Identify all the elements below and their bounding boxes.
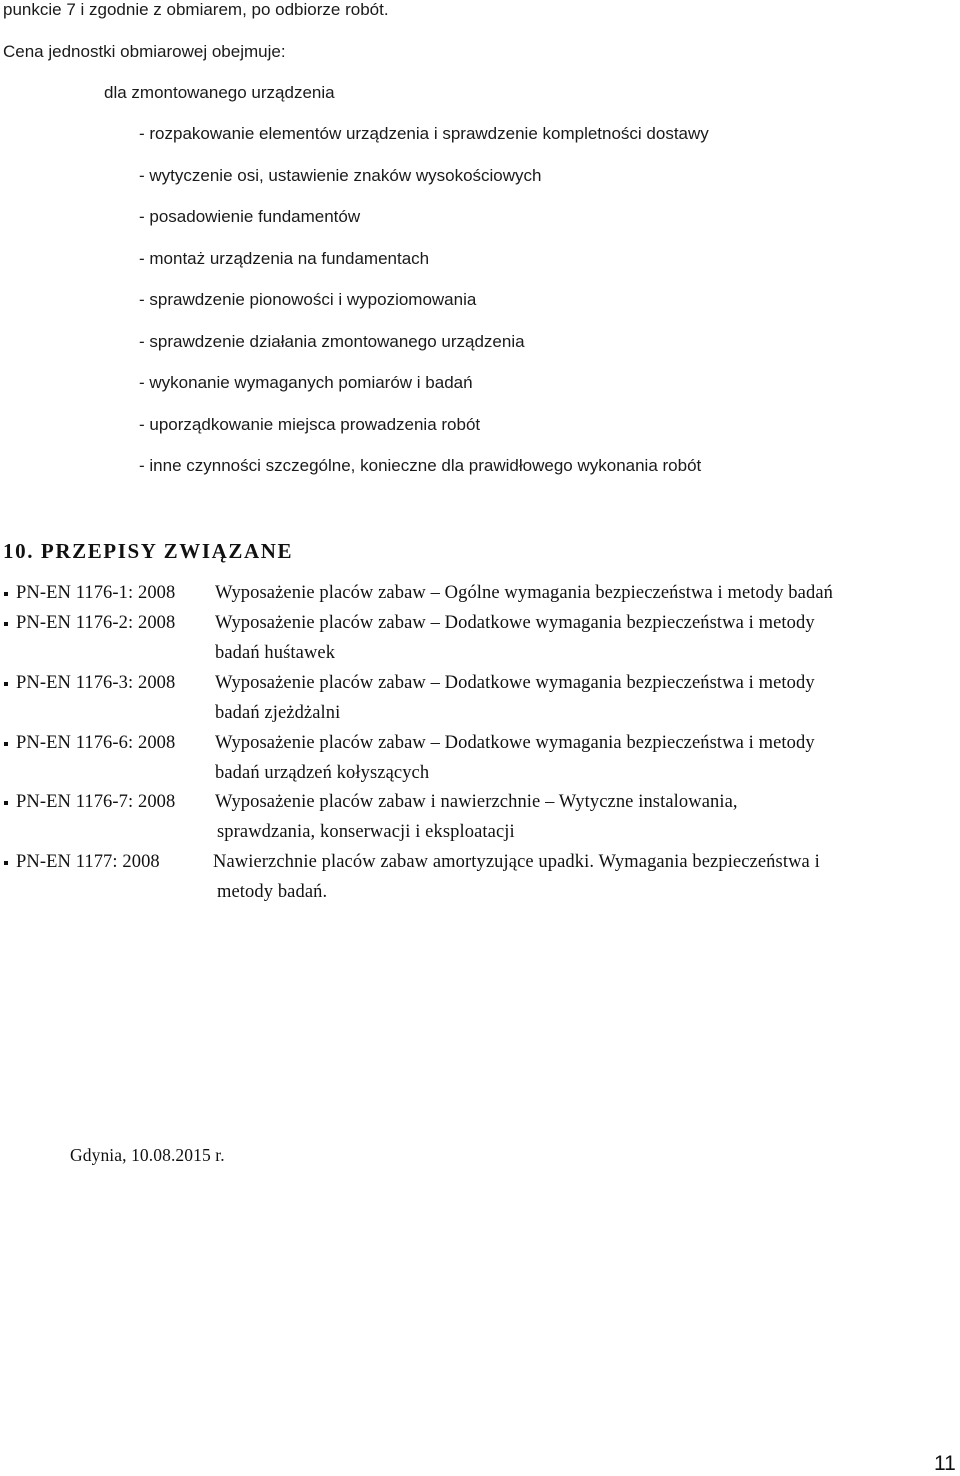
standard-title-line-1: Wyposażenie placów zabaw i nawierzchnie – Wytyczne instalowania, xyxy=(215,792,738,812)
list-item: - inne czynności szczególne, konieczne dla prawidłowego wykonania robót xyxy=(139,456,702,475)
list-item: - wytyczenie osi, ustawienie znaków wysokościowych xyxy=(139,166,542,185)
standard-title-line-1: Wyposażenie placów zabaw – Ogólne wymagania bezpieczeństwa i metody badań xyxy=(215,583,833,603)
standard-title-line-2: badań urządzeń kołyszących xyxy=(215,763,430,783)
standard-title-line-1: Wyposażenie placów zabaw – Dodatkowe wymagania bezpieczeństwa i metody xyxy=(215,613,815,633)
list-item: - uporządkowanie miejsca prowadzenia robót xyxy=(139,415,481,434)
list-item: - posadowienie fundamentów xyxy=(139,207,361,226)
section-heading: 10. PRZEPISY ZWIĄZANE xyxy=(3,539,294,563)
intro-subheading: dla zmontowanego urządzenia xyxy=(104,83,335,102)
standard-title-line-2: sprawdzania, konserwacji i eksploatacji xyxy=(217,822,515,842)
standard-title-line-2: badań huśtawek xyxy=(215,643,336,663)
standard-title-line-2: metody badań. xyxy=(217,882,328,902)
standard-code: PN-EN 1176-7: 2008 xyxy=(16,792,176,812)
intro-line-1: punkcie 7 i zgodnie z obmiarem, po odbiorze robót. xyxy=(3,0,389,19)
intro-line-2: Cena jednostki obmiarowej obejmuje: xyxy=(3,42,286,61)
standard-title-line-1: Wyposażenie placów zabaw – Dodatkowe wymagania bezpieczeństwa i metody xyxy=(215,733,815,753)
standard-code: PN-EN 1177: 2008 xyxy=(16,852,160,872)
bullet-icon xyxy=(4,592,8,596)
bullet-icon xyxy=(4,622,8,626)
bullet-icon xyxy=(4,742,8,746)
standard-title-line-1: Wyposażenie placów zabaw – Dodatkowe wymagania bezpieczeństwa i metody xyxy=(215,673,815,693)
standard-code: PN-EN 1176-6: 2008 xyxy=(16,733,176,753)
list-item: - sprawdzenie pionowości i wypoziomowania xyxy=(139,290,477,309)
bullet-icon xyxy=(4,682,8,686)
standard-code: PN-EN 1176-2: 2008 xyxy=(16,613,176,633)
standard-title-line-1: Nawierzchnie placów zabaw amortyzujące upadki. Wymagania bezpieczeństwa i xyxy=(213,852,820,872)
list-item: - sprawdzenie działania zmontowanego urządzenia xyxy=(139,332,525,351)
standard-title-line-2: badań zjeżdżalni xyxy=(215,703,341,723)
bullet-icon xyxy=(4,861,8,865)
page-number: 11 xyxy=(934,1452,956,1475)
standard-code: PN-EN 1176-3: 2008 xyxy=(16,673,176,693)
list-item: - montaż urządzenia na fundamentach xyxy=(139,249,430,268)
bullet-icon xyxy=(4,801,8,805)
list-item: - wykonanie wymaganych pomiarów i badań xyxy=(139,373,473,392)
list-item: - rozpakowanie elementów urządzenia i sprawdzenie kompletności dostawy xyxy=(139,124,709,143)
standard-code: PN-EN 1176-1: 2008 xyxy=(16,583,176,603)
place-date: Gdynia, 10.08.2015 r. xyxy=(70,1145,225,1165)
